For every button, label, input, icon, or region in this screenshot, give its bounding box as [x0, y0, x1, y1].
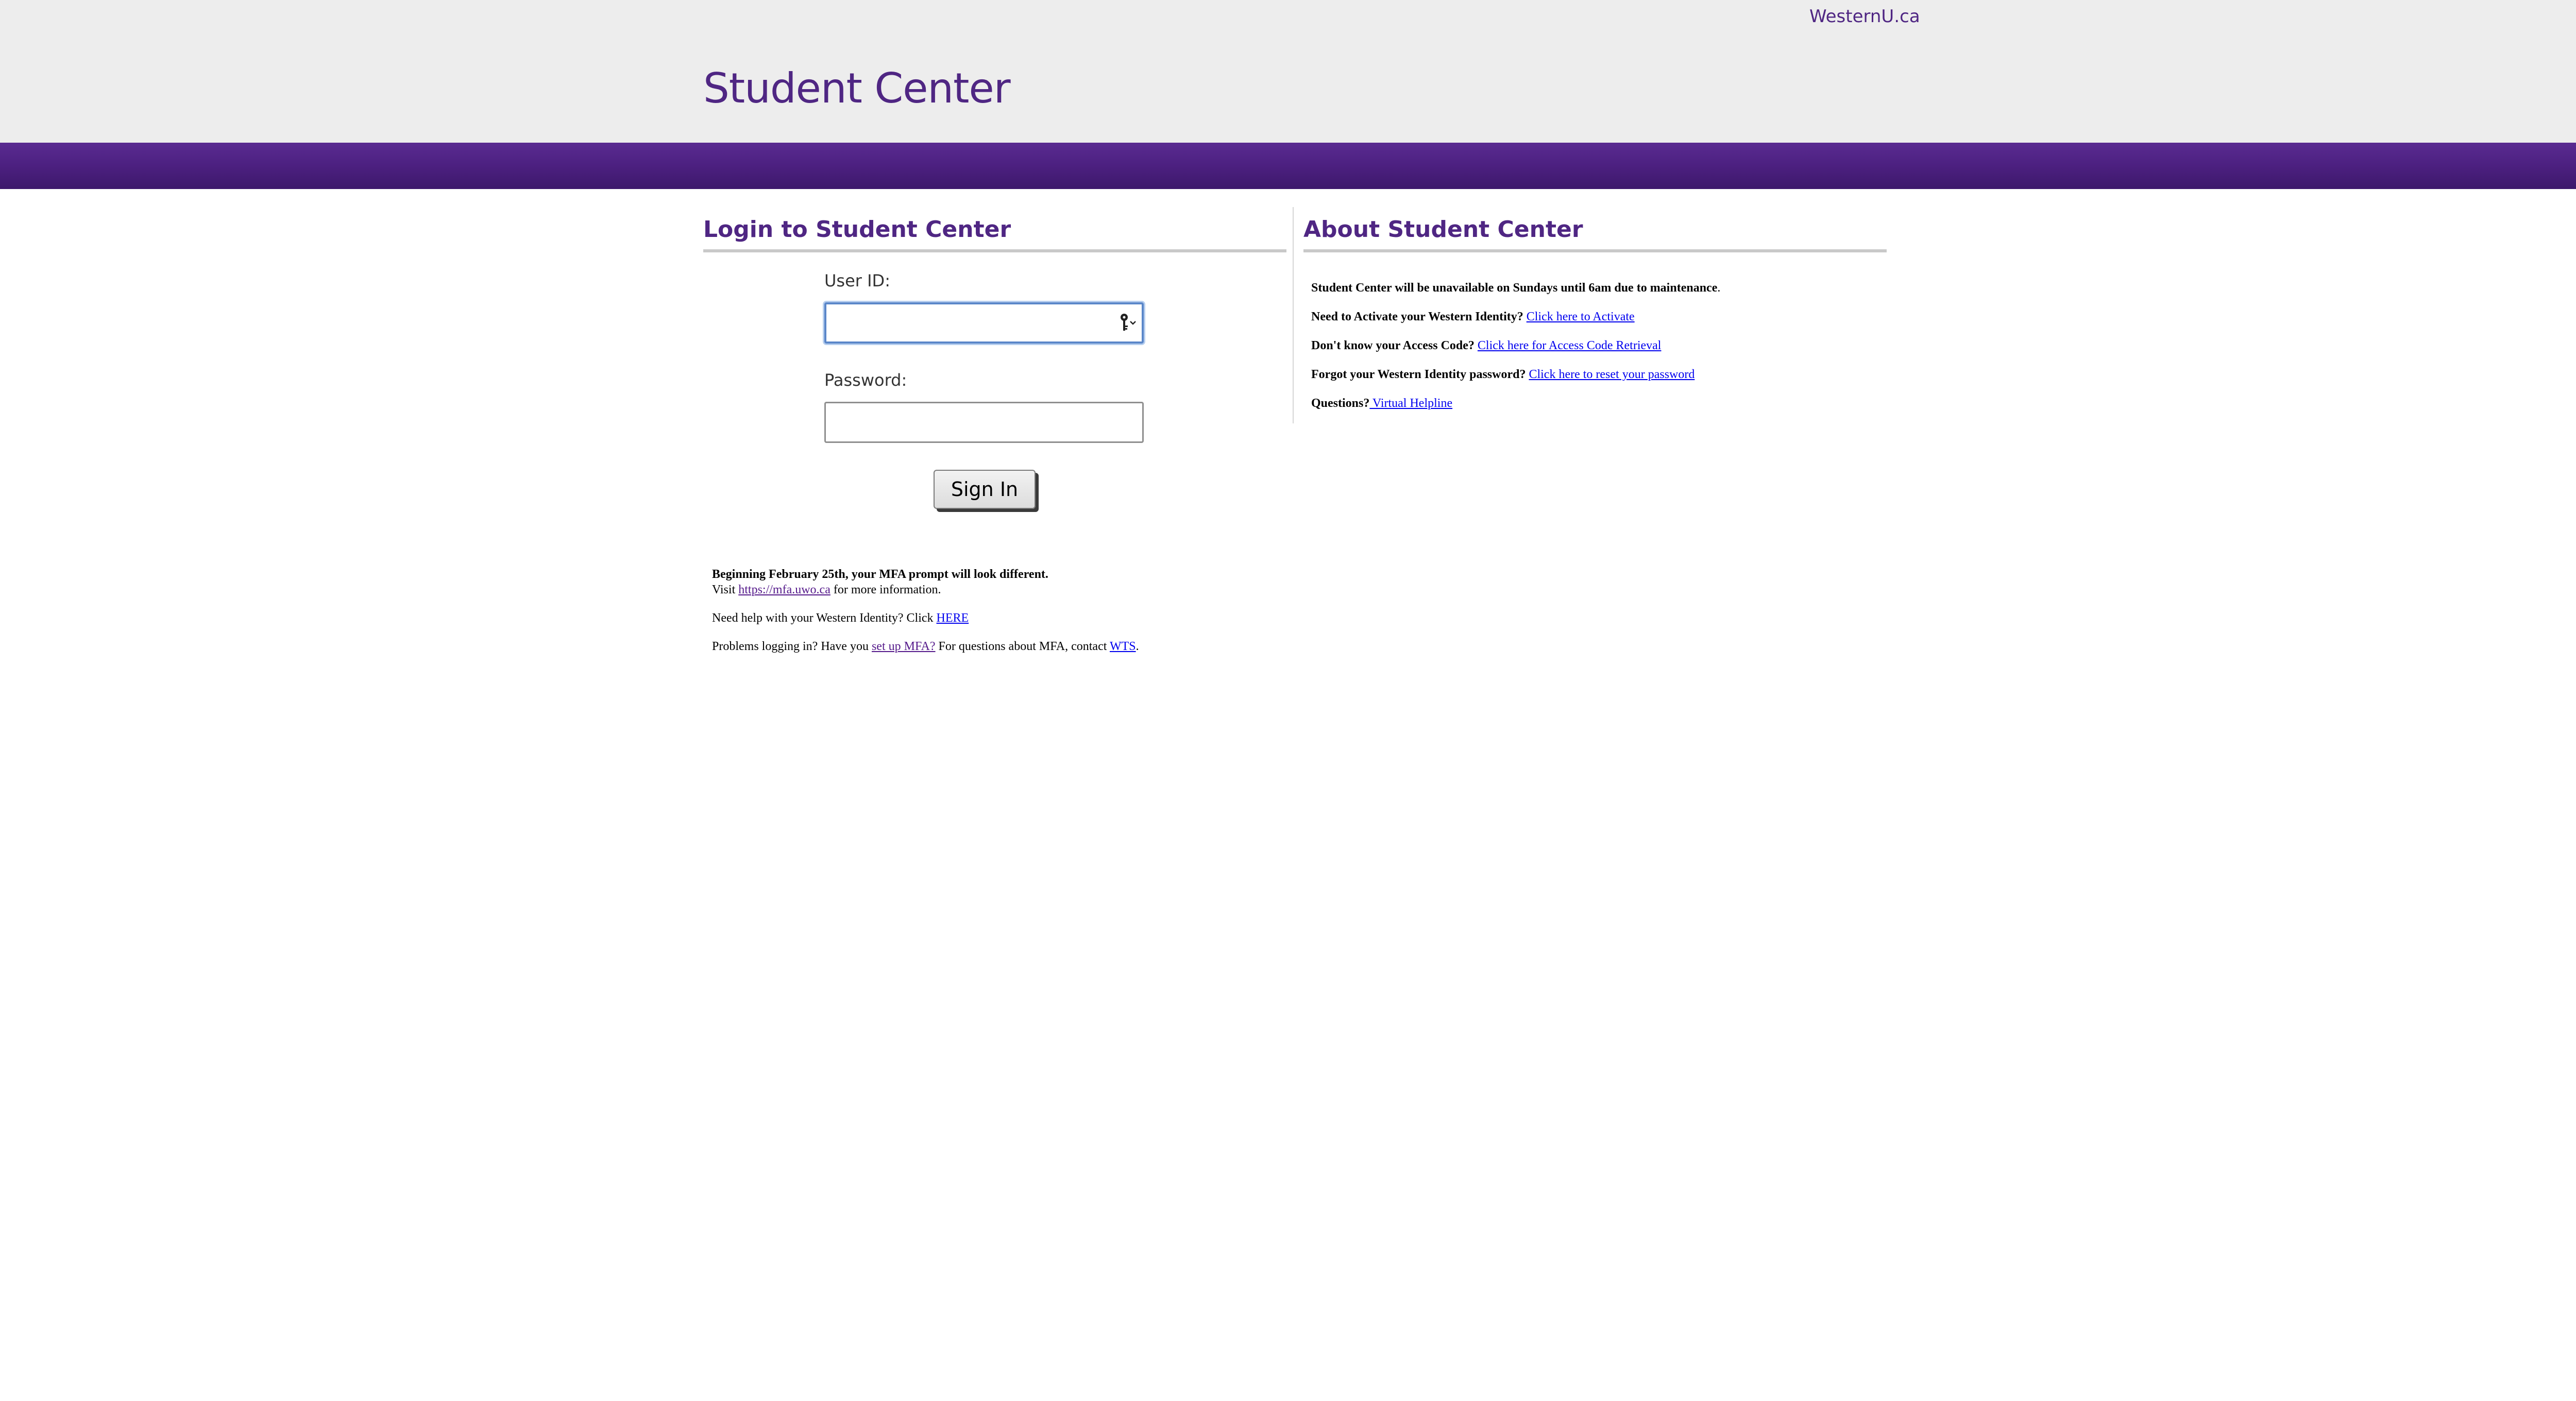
forgot-password-line: Forgot your Western Identity password? Click here to reset your password [1311, 368, 1695, 381]
access-code-link[interactable]: Click here for Access Code Retrieval [1477, 339, 1662, 352]
key-icon[interactable] [1119, 311, 1138, 334]
password-input[interactable] [824, 402, 1144, 443]
wts-link[interactable]: WTS [1109, 640, 1136, 653]
mfa-notice: Beginning February 25th, your MFA prompt will look different. [712, 568, 1048, 581]
page-header [0, 0, 2576, 143]
problems-line: Problems logging in? Have you set up MFA? For questions about MFA, contact WTS. [712, 640, 1139, 653]
userid-input[interactable] [824, 302, 1144, 344]
identity-help-line: Need help with your Western Identity? Click HERE [712, 611, 969, 625]
userid-label: User ID: [824, 271, 890, 291]
reset-password-link[interactable]: Click here to reset your password [1529, 368, 1695, 381]
password-label: Password: [824, 370, 907, 390]
column-divider [1293, 207, 1294, 423]
header-band [0, 143, 2576, 189]
westernu-link[interactable]: WesternU.ca [1809, 6, 1920, 27]
login-heading: Login to Student Center [703, 215, 1286, 252]
maintenance-notice: Student Center will be unavailable on Sundays until 6am due to maintenance. [1311, 281, 1721, 295]
sign-in-button[interactable]: Sign In [934, 470, 1036, 509]
mfa-link[interactable]: https://mfa.uwo.ca [738, 583, 831, 596]
activate-line: Need to Activate your Western Identity? Click here to Activate [1311, 310, 1635, 323]
login-notes [712, 567, 1279, 654]
identity-help-link[interactable]: HERE [936, 611, 969, 625]
mfa-visit-line: Visit https://mfa.uwo.ca for more information. [712, 583, 941, 596]
virtual-helpline-link[interactable]: Virtual Helpline [1369, 397, 1453, 410]
setup-mfa-link[interactable]: set up MFA? [871, 640, 936, 653]
access-code-line: Don't know your Access Code? Click here for Access Code Retrieval [1311, 339, 1662, 352]
about-heading: About Student Center [1303, 215, 1887, 252]
activate-link[interactable]: Click here to Activate [1526, 310, 1635, 323]
page-title: Student Center [703, 64, 1010, 112]
about-content [1311, 280, 1878, 424]
questions-line: Questions? Virtual Helpline [1311, 397, 1453, 410]
